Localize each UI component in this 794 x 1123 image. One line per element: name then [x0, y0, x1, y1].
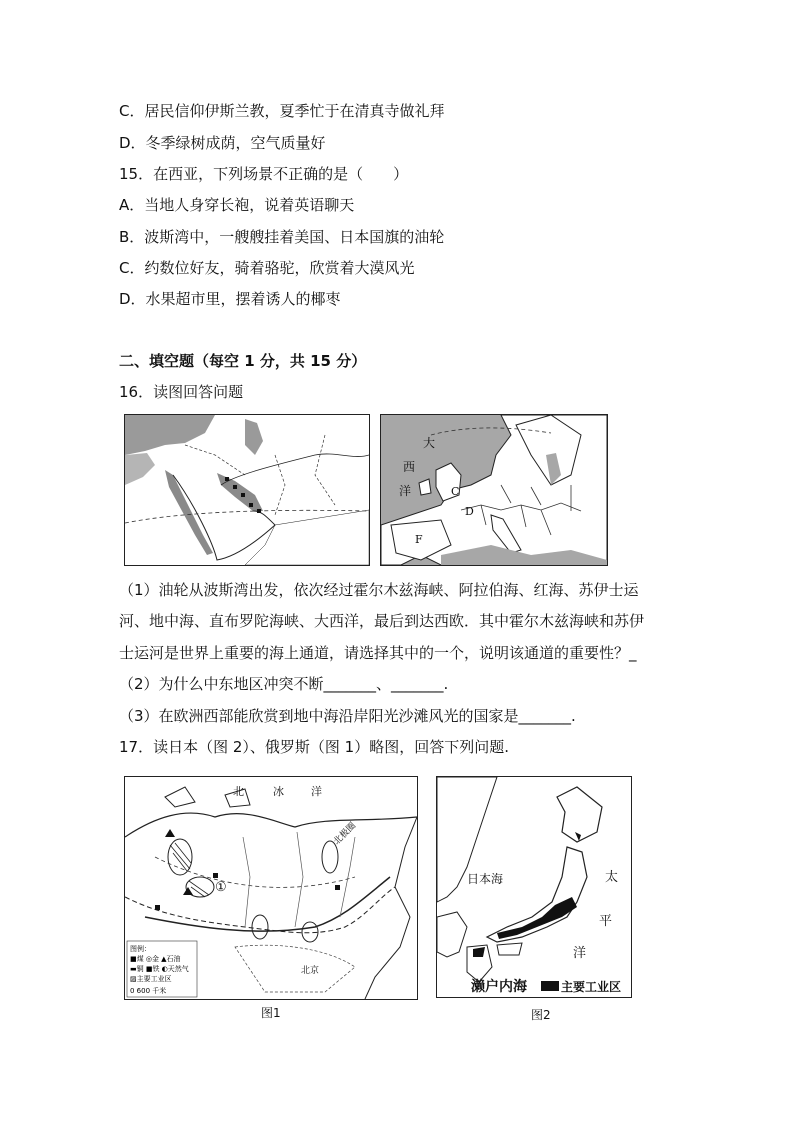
question-16-stem: 16．读图回答问题 [119, 383, 244, 401]
russia-ocean-3: 洋 [311, 785, 322, 798]
option-15-a: A．当地人身穿长袍，说着英语聊天 [119, 196, 355, 214]
japan-sea-label: 日本海 [467, 872, 504, 886]
europe-label-d: D [465, 505, 474, 518]
question-16-part1-line1: （1）油轮从波斯湾出发，依次经过霍尔木兹海峡、阿拉伯海、红海、苏伊士运 [119, 581, 639, 599]
russia-ocean-1: 北 [233, 785, 244, 798]
japan-pacific-1: 太 [605, 870, 619, 885]
europe-label-da: 大 [423, 436, 436, 450]
europe-map [380, 414, 608, 566]
russia-legend-row2: ▬铜 ■铁 ◐天然气 [130, 965, 189, 973]
japan-inland-sea-label: 濑户内海 [471, 979, 527, 995]
russia-marker-1: ① [215, 880, 227, 895]
option-15-c: C．约数位好友，骑着骆驼，欣赏着大漠风光 [119, 259, 415, 277]
question-16-part1-line2: 河、地中海、直布罗陀海峡、大西洋，最后到达西欧．其中霍尔木兹海峡和苏伊 [119, 612, 645, 630]
russia-legend-row1: ■煤 ◎金 ▲石油 [130, 955, 181, 963]
japan-map-caption: 图2 [531, 1008, 551, 1022]
russia-ocean-2: 冰 [273, 785, 284, 798]
russia-map-caption: 图1 [261, 1006, 281, 1020]
russia-legend-row3: ▨主要工业区 [130, 975, 172, 983]
europe-label-yang: 洋 [399, 484, 412, 498]
japan-pacific-3: 洋 [573, 946, 587, 961]
question-16-part2: （2）为什么中东地区冲突不断_______、_______. [119, 675, 449, 693]
russia-beijing-label: 北京 [301, 966, 320, 976]
option-14-c: C．居民信仰伊斯兰教，夏季忙于在清真寺做礼拜 [119, 102, 445, 120]
japan-pacific-2: 平 [599, 914, 613, 929]
middle-east-map [124, 414, 370, 566]
section-2-title: 二、填空题（每空 1 分，共 15 分） [119, 352, 367, 370]
russia-route-label: 北极圈 [332, 820, 359, 848]
question-16-part3: （3）在欧洲西部能欣赏到地中海沿岸阳光沙滩风光的国家是_______. [119, 707, 576, 725]
japan-industry-legend: 主要工业区 [561, 980, 622, 994]
option-15-b: B．波斯湾中，一艘艘挂着美国、日本国旗的油轮 [119, 228, 445, 246]
europe-label-xi: 西 [403, 460, 416, 474]
europe-label-c: C [451, 485, 460, 498]
europe-label-f: F [415, 533, 423, 546]
question-16-part1-line3: 士运河是世界上重要的海上通道，请选择其中的一个，说明该通道的重要性？_ [119, 644, 637, 662]
option-14-d: D．冬季绿树成荫，空气质量好 [119, 134, 326, 152]
japan-map [436, 776, 632, 998]
russia-legend-title: 图例： [130, 945, 151, 953]
question-17-stem: 17．读日本（图 2）、俄罗斯（图 1）略图，回答下列问题. [119, 738, 509, 756]
option-15-d: D．水果超市里，摆着诱人的椰枣 [119, 290, 341, 308]
question-15-stem: 15．在西亚，下列场景不正确的是（ ） [119, 165, 409, 183]
russia-map [124, 776, 418, 1000]
russia-scale: 0 600 千米 [130, 987, 167, 995]
